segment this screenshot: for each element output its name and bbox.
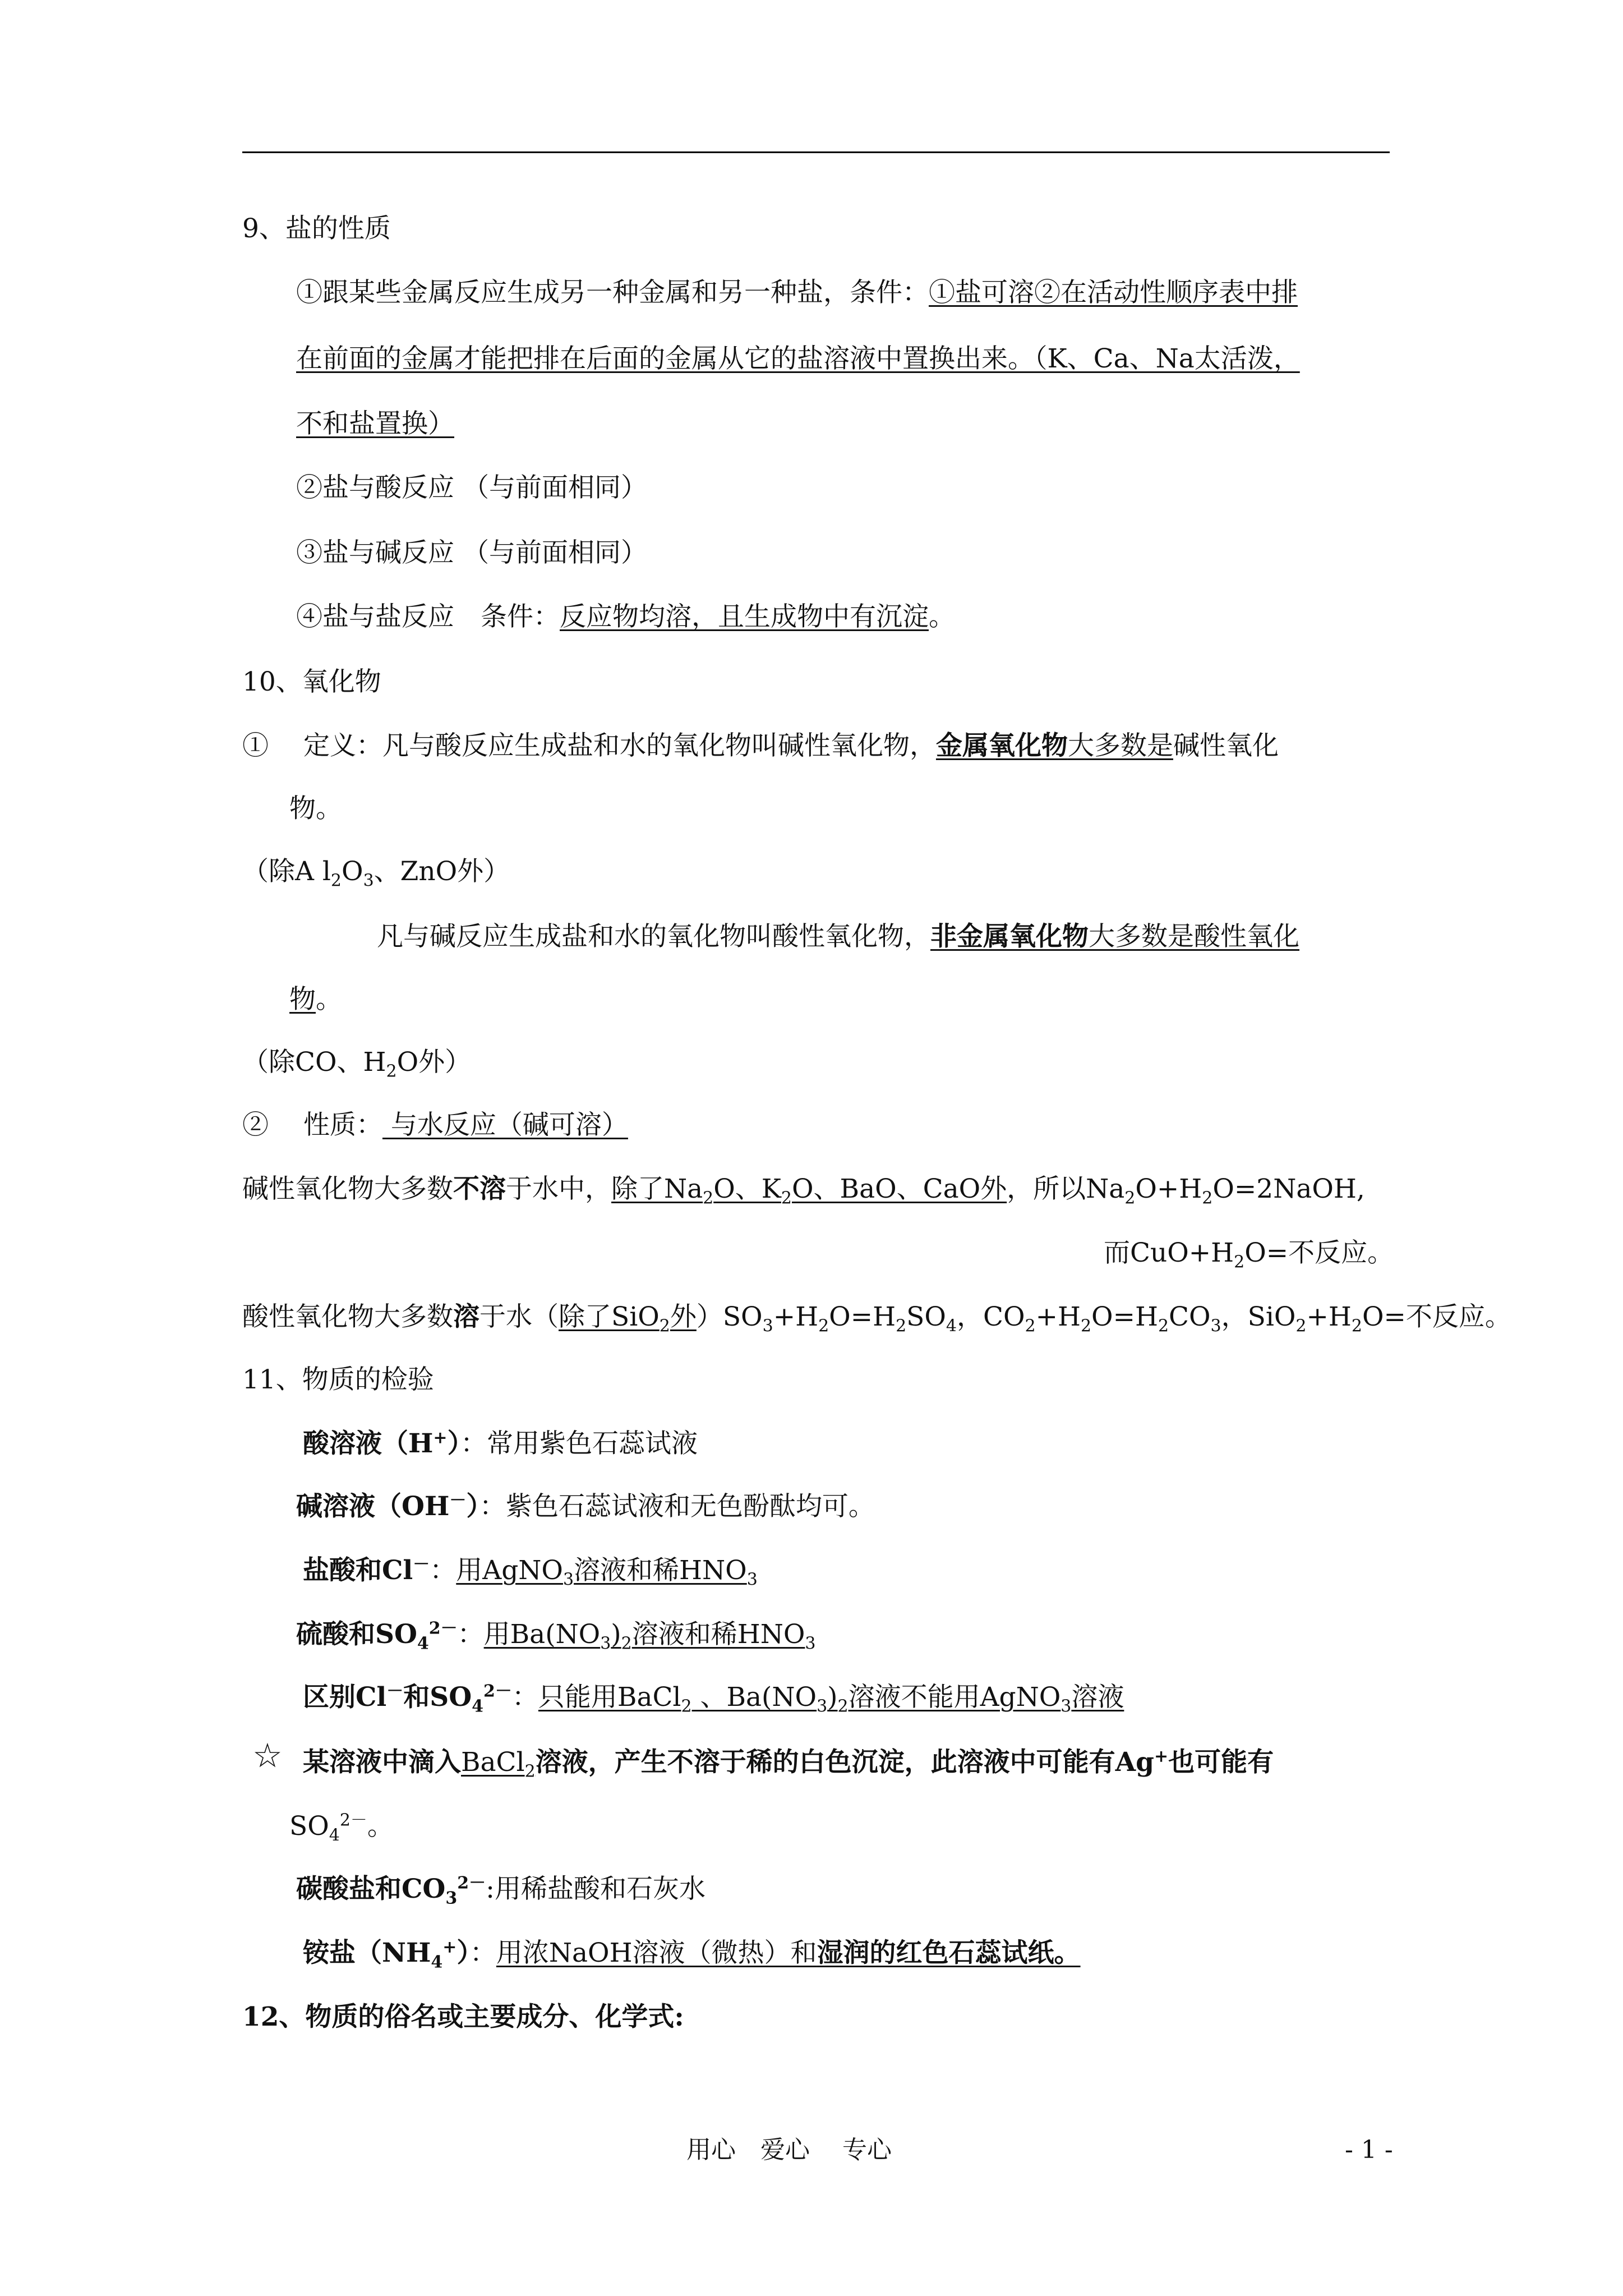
salt-property-3: ③盐与碱反应 （与前面相同） (296, 537, 647, 568)
distinguish-cl-so4: 区别Cl－和$SO_4^{2-}$：只能用BaCl$_2$ 、$Ba(NO_3)_2$溶液不能用AgNO$_3$溶液 (303, 1681, 1124, 1717)
basic-oxide-definition-line-2: 物。 (289, 793, 342, 824)
salt-property-2: ②盐与酸反应 （与前面相同） (296, 472, 647, 503)
test-ammonium-salt: 铵盐$(NH_4^+)$：用浓NaOH溶液（微热）和湿润的红色石蕊试纸。 (303, 1937, 1081, 1972)
section-12-heading: 12、物质的俗名或主要成分、化学式: (242, 2001, 684, 2032)
test-hydrochloric-acid: 盐酸和Cl－：用AgNO$_3$溶液和稀$HNO_3$ (303, 1554, 758, 1590)
header-rule (242, 151, 1390, 153)
footer-motto: 用心 爱心 专心 (686, 2136, 892, 2164)
page-number: - 1 - (1345, 2136, 1393, 2164)
oxide-property-heading: ② 性质： 与水反应（碱可溶） (242, 1110, 628, 1140)
test-acid-solution: 酸溶液（H+）：常用紫色石蕊试液 (303, 1428, 698, 1459)
section-9-heading: 9、盐的性质 (242, 213, 391, 244)
bacl2-test-note-line-1: 某溶液中滴入BaCl$_2$溶液，产生不溶于稀的白色沉淀，此溶液中可能有Ag+也可能有 (303, 1746, 1274, 1782)
acidic-oxide-definition-line-1: 凡与碱反应生成盐和水的氧化物叫酸性氧化物，非金属氧化物大多数是酸性氧化 (377, 921, 1299, 952)
cuo-reaction-line: 而$CuO+H_2O=$不反应。 (1104, 1237, 1394, 1272)
section-11-heading: 11、物质的检验 (242, 1364, 434, 1395)
salt-property-1-line-2: 在前面的金属才能把排在后面的金属从它的盐溶液中置换出来。（K、Ca、Na太活泼， (296, 343, 1300, 374)
star-icon: ☆ (252, 1736, 283, 1775)
test-base-solution: 碱溶液（OH－）：紫色石蕊试液和无色酚酞均可。 (296, 1490, 875, 1522)
basic-oxide-exception: （除A $l_2O_3$、ZnO外） (242, 856, 510, 891)
acidic-oxide-exception: （除CO、$H_2O$外） (242, 1047, 472, 1082)
basic-oxide-solubility-line: 碱性氧化物大多数不溶于水中，除了$Na_2O$、$K_2O$、BaO、CaO外，所以$Na_2O+H_2O=2NaOH$, (242, 1174, 1365, 1208)
basic-oxide-definition-line-1: ① 定义：凡与酸反应生成盐和水的氧化物叫碱性氧化物，金属氧化物大多数是碱性氧化 (242, 730, 1279, 761)
salt-property-1-line-1: ①跟某些金属反应生成另一种金属和另一种盐，条件：①盐可溶②在活动性顺序表中排 (296, 277, 1298, 308)
acidic-oxide-definition-line-2: 物。 (289, 984, 342, 1015)
salt-property-1-line-3: 不和盐置换） (296, 408, 454, 439)
section-10-heading: 10、氧化物 (242, 666, 381, 697)
test-sulfuric-acid: 硫酸和$SO_4^{2-}$：用$Ba(NO_3)_2$溶液和稀$HNO_3$ (296, 1618, 816, 1654)
test-carbonate: 碳酸盐和$CO_3^{2-}$:用稀盐酸和石灰水 (296, 1873, 706, 1908)
bacl2-test-note-line-2: $SO_4^{2-}$。 (289, 1810, 394, 1846)
acidic-oxide-solubility-line: 酸性氧化物大多数溶于水（除了SiO$_2$外）$SO_3+H_2O=H_2SO_4$，$CO_2+H_2O=H_2CO_3$，$SiO_2+H_2O=$不反应。 (242, 1301, 1511, 1336)
salt-property-4: ④盐与盐反应 条件：反应物均溶，且生成物中有沉淀。 (296, 601, 955, 632)
